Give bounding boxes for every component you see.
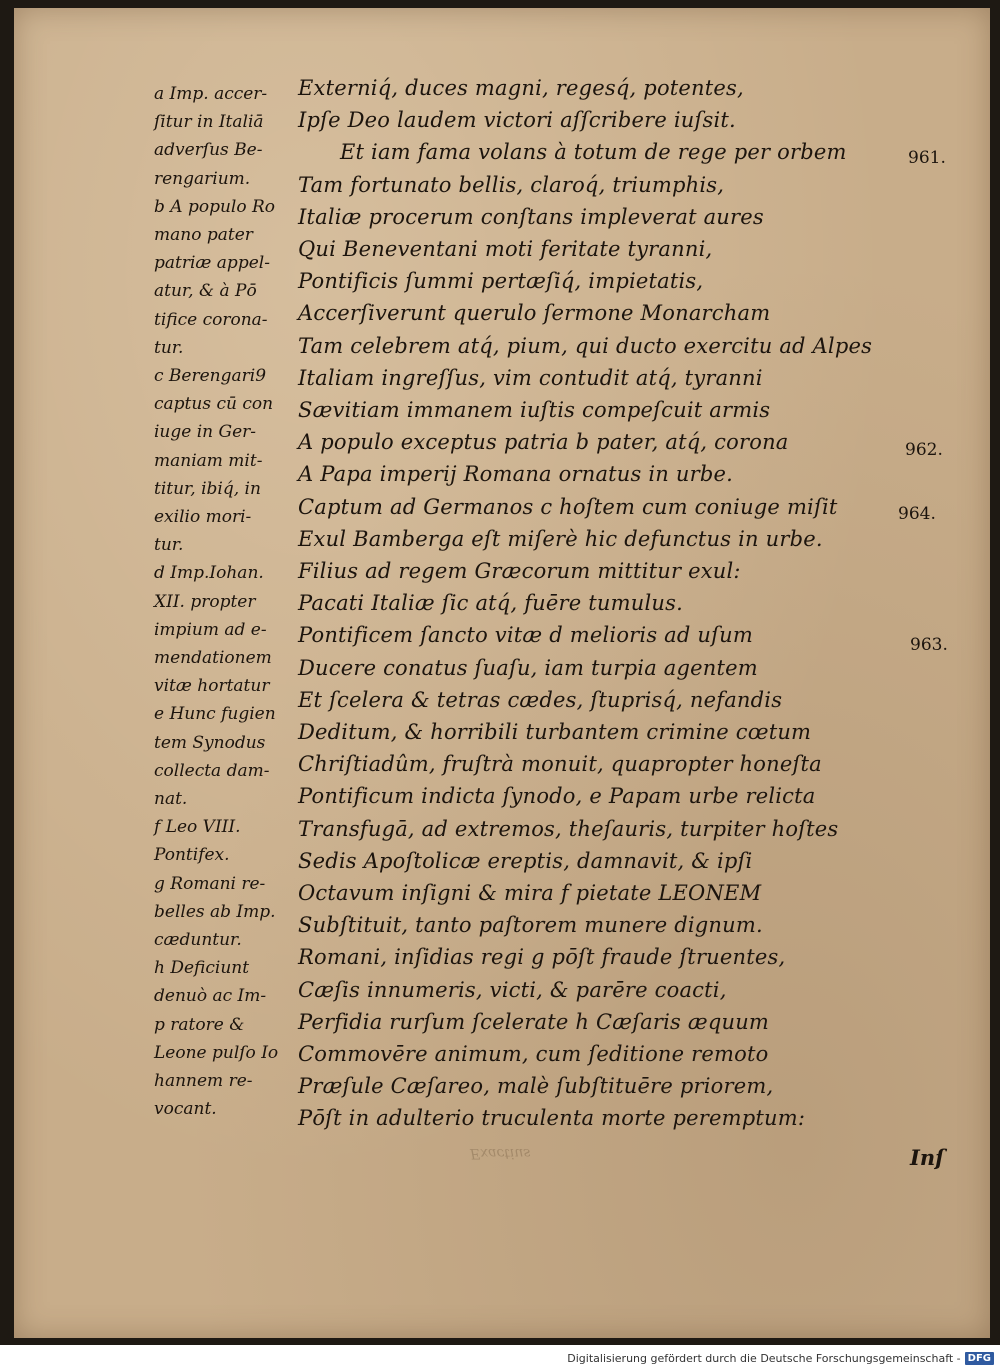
margin-note-line: iuge in Ger- bbox=[154, 422, 257, 442]
margin-note-line: belles ab Imp. bbox=[154, 902, 276, 922]
margin-note-line: f Leo VIII. bbox=[154, 817, 241, 837]
margin-note-line: captus cū con bbox=[154, 394, 274, 414]
verse-line: Subſtituit, tanto paſtorem munere dignum. bbox=[298, 913, 763, 937]
verse-line: Tam fortunato bellis, claroq́, triumphis, bbox=[298, 173, 725, 197]
margin-note-line: patriæ appel- bbox=[154, 253, 270, 273]
year-marker: 961. bbox=[908, 148, 946, 168]
verse-line: Accerſiverunt querulo ſermone Monarcham bbox=[298, 301, 771, 325]
margin-note-line: tur. bbox=[154, 535, 184, 555]
margin-note-line: ſitur in Italiā bbox=[154, 112, 264, 132]
margin-note-line: atur, & à Pō bbox=[154, 281, 257, 301]
verse-line: Tam celebrem atq́, pium, qui ducto exercitu ad Alpes bbox=[298, 334, 873, 358]
margin-note-line: p ratore & bbox=[154, 1015, 245, 1035]
margin-note-line: titur, ibiq́, in bbox=[154, 479, 261, 499]
verse-line: Sævitiam immanem iuſtis compeſcuit armis bbox=[298, 398, 771, 422]
margin-note-line: mendationem bbox=[154, 648, 272, 668]
margin-note-line: collecta dam- bbox=[154, 761, 270, 781]
verse-line: Pontificis ſummi pertæſiq́, impietatis, bbox=[298, 269, 704, 293]
verse-line: Pontificum indicta ſynodo, e Papam urbe relicta bbox=[298, 784, 816, 808]
verse-line: Ipſe Deo laudem victori aſſcribere iuſsit. bbox=[298, 108, 736, 132]
verse-line: Et ſcelera & tetras cædes, ſtuprisq́, nefandis bbox=[298, 688, 783, 712]
margin-note-line: exilio mori- bbox=[154, 507, 252, 527]
verse-line: Octavum inſigni & mira f pietate LEONEM bbox=[298, 881, 762, 905]
margin-note-line: Pontifex. bbox=[154, 845, 230, 865]
verse-line: Externiq́, duces magni, regesq́, potentes, bbox=[298, 76, 744, 100]
verse-line: Perfidia rurſum ſcelerate h Cæſaris æquum bbox=[298, 1010, 770, 1034]
dfg-logo: DFG bbox=[965, 1352, 994, 1365]
catchword: Inſ bbox=[910, 1145, 945, 1170]
year-marker: 964. bbox=[898, 504, 936, 524]
margin-note-line: hannem re- bbox=[154, 1071, 253, 1091]
margin-note-line: nat. bbox=[154, 789, 188, 809]
verse-line: Transfugā, ad extremos, theſauris, turpiter hoſtes bbox=[298, 817, 839, 841]
margin-note-line: b A populo Ro bbox=[154, 197, 276, 217]
margin-note-line: XII. propter bbox=[154, 592, 256, 612]
verse-line: Italiæ procerum conſtans impleverat aures bbox=[298, 205, 764, 229]
margin-note-line: e Hunc fugien bbox=[154, 704, 276, 724]
margin-note-line: tur. bbox=[154, 338, 184, 358]
margin-note-line: tifice corona- bbox=[154, 310, 268, 330]
digitization-footer bbox=[567, 1351, 994, 1365]
margin-note-line: rengarium. bbox=[154, 169, 251, 189]
verse-line: Commovēre animum, cum ſeditione remoto bbox=[298, 1042, 769, 1066]
year-marker: 962. bbox=[905, 440, 943, 460]
verse-line: Qui Beneventani moti feritate tyranni, bbox=[298, 237, 713, 261]
margin-note-line: Leone pulſo Io bbox=[154, 1043, 279, 1063]
verse-line: Romani, inſidias regi g pōſt fraude ſtruentes, bbox=[298, 945, 786, 969]
verse-line: Exul Bamberga eſt miſerè hic defunctus in urbe. bbox=[298, 527, 823, 551]
footer-text: Digitalisierung gefördert durch die Deutsche Forschungsgemeinschaft - bbox=[567, 1351, 961, 1365]
margin-note-line: tem Synodus bbox=[154, 733, 266, 753]
margin-note-line: denuò ac Im- bbox=[154, 986, 267, 1006]
verse-line: Pōſt in adulterio truculenta morte peremptum: bbox=[298, 1106, 806, 1130]
verse-line: Sedis Apoſtolicæ ereptis, damnavit, & ipſi bbox=[298, 849, 753, 873]
margin-note-line: impium ad e- bbox=[154, 620, 267, 640]
margin-note-line: maniam mit- bbox=[154, 451, 263, 471]
verse-line: Præſule Cæſareo, malè ſubſtituēre priorem, bbox=[298, 1074, 774, 1098]
margin-note-line: d Imp.Iohan. bbox=[154, 563, 264, 583]
verse-line: Chriſtiadûm, fruſtrà monuit, quapropter honeſta bbox=[298, 752, 822, 776]
verse-line: Ducere conatus ſuaſu, iam turpia agentem bbox=[298, 656, 758, 680]
verse-line: Cæſis innumeris, victi, & parēre coacti, bbox=[298, 978, 727, 1002]
margin-note-line: vocant. bbox=[154, 1099, 217, 1119]
margin-note-line: h Deficiunt bbox=[154, 958, 250, 978]
margin-note-line: adverſus Be- bbox=[154, 140, 263, 160]
margin-note-line: vitæ hortatur bbox=[154, 676, 270, 696]
verse-line: Deditum, & horribili turbantem crimine cœtum bbox=[298, 720, 812, 744]
verse-line: Italiam ingreſſus, vim contudit atq́, tyranni bbox=[298, 366, 763, 390]
bleed-through-text: Exactius bbox=[470, 1145, 531, 1161]
verse-line: Et iam fama volans à totum de rege per orbem bbox=[340, 140, 847, 164]
verse-line: Pontificem ſancto vitæ d melioris ad uſum bbox=[298, 623, 753, 647]
margin-note-line: a Imp. accer- bbox=[154, 84, 268, 104]
verse-line: Filius ad regem Græcorum mittitur exul: bbox=[298, 559, 741, 583]
margin-note-line: c Berengari9 bbox=[154, 366, 267, 386]
margin-note-line: g Romani re- bbox=[154, 874, 266, 894]
verse-line: A Papa imperij Romana ornatus in urbe. bbox=[298, 462, 734, 486]
year-marker: 963. bbox=[910, 635, 948, 655]
margin-note-line: mano pater bbox=[154, 225, 253, 245]
margin-note-line: cæduntur. bbox=[154, 930, 242, 950]
verse-line: A populo exceptus patria b pater, atq́, corona bbox=[298, 430, 789, 454]
verse-line: Captum ad Germanos c hoſtem cum coniuge miſit bbox=[298, 495, 838, 519]
verse-line: Pacati Italiæ ſic atq́, fuēre tumulus. bbox=[298, 591, 683, 615]
